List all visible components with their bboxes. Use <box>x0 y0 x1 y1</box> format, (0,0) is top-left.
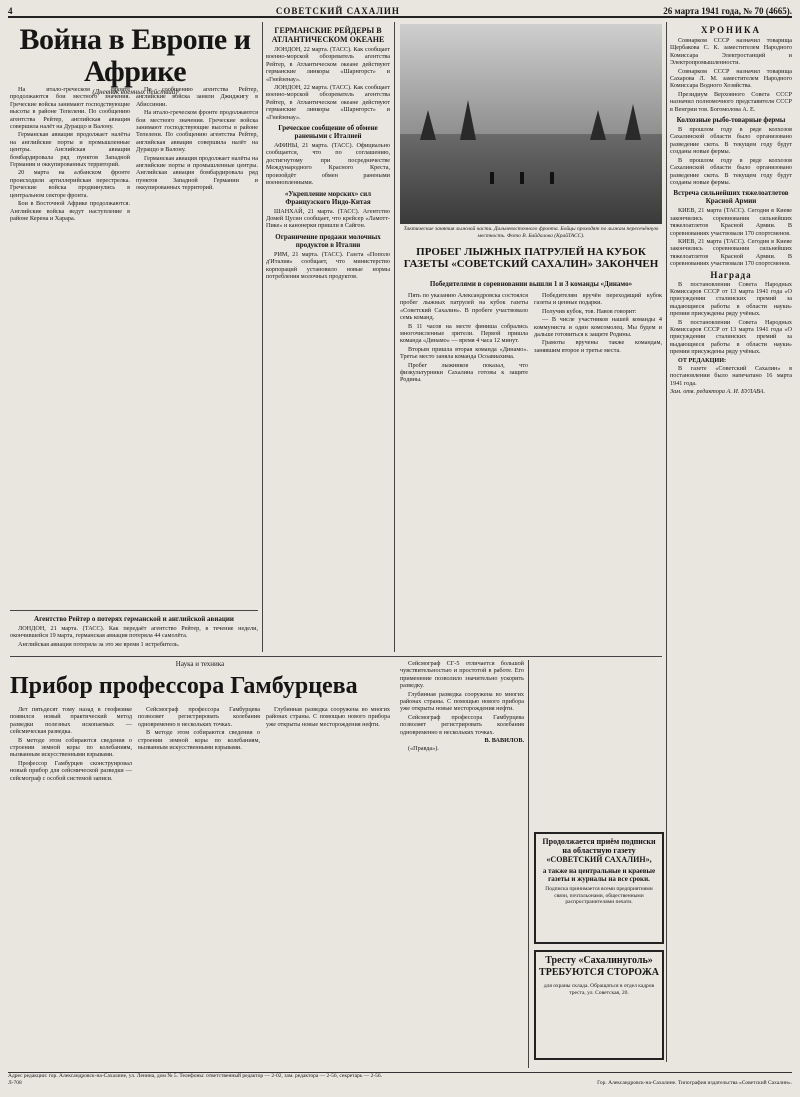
ski-text: Получив кубок, тов. Навов говорит: <box>542 307 637 315</box>
subscription-title: Продолжается приём подписки на областную газету «СОВЕТСКИЙ САХАЛИН», <box>542 837 656 864</box>
footer <box>8 1072 792 1087</box>
raiders-heading: ГЕРМАНСКИЕ РЕЙДЕРЫ В АТЛАНТИЧЕСКОМ ОКЕАНЕ <box>271 26 385 44</box>
war-paragraph: На итало-греческом фронте продолжаются бои местного значения. Греческие войска занимают господствующие высоты в районе Тепелени. По сообщению агентства Рейтер, английская авиация совершила налёт на Дураццо и Валону. <box>136 109 258 154</box>
ski-col-2 <box>534 292 662 652</box>
column-rule <box>528 660 529 1068</box>
science-source: («Правда»). <box>408 745 439 753</box>
ski-heading-block <box>400 246 662 278</box>
reuters-text: ЛОНДОН, 21 марта. (ТАСС). Как передаёт агентство Рейтер, в течение недели, окончившейся 19 марта, германская авиация потеряла 44 самолёта. <box>10 625 258 640</box>
ski-col-1 <box>400 292 528 652</box>
war-subtitle: (Дневник военных действий) <box>92 88 178 96</box>
fish-farms-heading: Колхозные рыбо-товарные фермы <box>676 116 786 125</box>
award-text: В постановлении Совета Народных Комиссаров СССР от 13 марта 1941 года «О присуждении сталинских премий за выдающиеся работы в области науки» премии присуждены ряду учёных. <box>670 280 792 318</box>
war-col-1 <box>10 86 130 606</box>
award-heading: Награда <box>710 269 752 280</box>
weightlifters-text: КИЕВ, 21 марта (ТАСС). Сегодня в Киеве закончились соревнования сильнейших тяжелоатлетов Красной Армии. В соревнованиях участвовали 170 спортсменов. <box>670 237 792 268</box>
subscription-text: Подписка принимается всеми предприятиями связи, почтальонами, общественными распространителями печати. <box>545 886 653 905</box>
column-rule <box>394 22 395 652</box>
war-title: Война в Европе и Африке <box>19 24 251 88</box>
science-author: В. ВАВИЛОВ. <box>484 737 524 745</box>
ski-text: Вторым пришла вторая команда «Динамо». Третье место заняла команда Осоавиахима. <box>400 345 528 361</box>
italy-dairy-heading: Ограничение продажи молочных продуктов в Италии <box>275 232 381 249</box>
science-section-label <box>10 660 390 670</box>
photo-caption <box>400 226 662 239</box>
raiders-text: ЛОНДОН, 22 марта. (ТАСС). Как сообщает военно-морской обозреватель агентства Рейтер, в Атлантическом океане действуют германские линкоры «Шарнгорст» и «Гнейзенау». <box>266 46 390 83</box>
ski-title: ПРОБЕГ ЛЫЖНЫХ ПАТРУЛЕЙ НА КУБОК ГАЗЕТЫ «СОВЕТСКИЙ САХАЛИН» ЗАКОНЧЕН <box>403 246 659 270</box>
war-paragraph: На итало-греческом фронте продолжаются бои местного значения. Греческие войска занимают господствующие высоты в районе Тепелени. По сообщению агентства Рейтер, английская авиация совершила налёт на Дураццо и Валону. <box>10 86 130 131</box>
ski-text: Грамоты вручены также командам, занявшим второе и третье места. <box>534 339 662 354</box>
divider <box>10 610 258 611</box>
science-text: Глубинная разведка сооружена во многих районах страны. С помощью нового прибора уже открыты новые месторождения нефти. <box>400 690 524 713</box>
column-rule <box>666 22 667 1062</box>
greek-exchange-heading: Греческое сообщение об обмене ранеными с Италией <box>278 124 378 141</box>
award-text: В постановлении Совета Народных Комиссаров СССР от 13 марта 1941 года «О присуждении сталинских премий за выдающиеся работы в области науки» премии присуждены ряду учёных. <box>670 318 792 356</box>
indochina-text: ШАНХАЙ, 21 марта. (ТАСС). Агентство Домей Цусин сообщает, что крейсер «Ламотт-Пике» и канонерки пришли в Сайгон. <box>266 207 390 230</box>
weightlifters-text: КИЕВ, 21 марта (ТАСС). Сегодня в Киеве закончились соревнования сильнейших тяжелоатлетов Красной Армии. В соревнованиях участвовали 170 спортсменов. <box>670 207 792 237</box>
science-text: Глубинная разведка сооружена во многих районах страны. С помощью нового прибора уже открыты новые месторождения нефти. <box>266 706 390 728</box>
trust-ad <box>534 950 664 1060</box>
issue-date: 26 марта 1941 года, № 70 (4665). <box>663 6 792 16</box>
reuters-text: Английская авиация потеряла за это же время 1 истребитель. <box>18 640 180 648</box>
science-col-1 <box>10 706 132 1068</box>
science-text: Профессор Гамбурцев сконструировал новый прибор для сейсмической разведки — сейсмограф с особой системой записи. <box>10 759 132 782</box>
ski-text: Пробег лыжников показал, что физкультурники Сахалина готовы к защите Родины. <box>400 361 528 384</box>
ski-text: В 11 часов на месте финиша собрались многочисленные зрители. Первой пришла команда «Динамо» — время 4 часа 12 минут. <box>400 322 528 345</box>
science-text: Сейсмограф СГ-5 отличается большой чувствительностью и простотой в работе. Его применение позволило значительно ускорить разведку. <box>400 660 524 690</box>
science-title-block <box>10 672 390 704</box>
science-text: Лет пятьдесят тому назад в геофизике появился новый практический метод разведки полезных ископаемых — сейсмическая разведка. <box>10 706 132 736</box>
editorial-note-label: ОТ РЕДАКЦИИ: <box>678 356 727 364</box>
column-rule <box>262 22 263 652</box>
photo-caption-text: Тактические занятия лыжной части. Дальневосточного фронта. Бойцы проходят по лыжам пересечённую местность. <box>403 226 659 239</box>
raiders-column <box>266 24 390 654</box>
trust-heading: Тресту «Сахалинуголь» ТРЕБУЮТСЯ СТОРОЖА <box>539 955 659 978</box>
war-paragraph: Бои в Восточной Африке продолжаются. Английские войска ведут наступление в районе Керена и Харара. <box>10 200 130 222</box>
war-paragraph: 20 марта на албанском фронте происходили артиллерийская перестрелка. Греческие войска продвинулись в центральном секторе фронта. <box>10 169 130 199</box>
war-col-2 <box>136 86 258 606</box>
printer-line: Гор. Александровск-на-Сахалине. Типография издательства «Советский Сахалин». <box>597 1080 792 1086</box>
ski-text: Победителям вручён переходящий кубок газеты и ценные подарки. <box>534 292 662 307</box>
subscription-ad <box>534 832 664 944</box>
photo-credit: Фото В. Байдалова (КрайТАСС). <box>506 232 585 239</box>
fish-farms-text: В прошлом году в ряде колхозов Сахалинской области было организовано разведение скота. В текущем году будут созданы новые фермы. <box>670 126 792 156</box>
divider <box>10 656 662 657</box>
science-col-2 <box>138 706 260 1068</box>
masthead <box>8 4 792 18</box>
ski-text: Пять по указанию Александровска состоялся пробег лыжных патрулей на кубок газеты «Советский Сахалин». В пробеге участвовало семь команд. <box>400 292 528 322</box>
war-paragraph: По сообщению агентства Рейтер, английские войска заняли Джиджигу в Абиссинии. <box>136 86 258 108</box>
ski-text: — В числе участников нашей команды 4 коммуниста и один комсомолец. Мы будем и дальше готовиться к защите Родины. <box>534 316 662 339</box>
censor-code: Л-708 <box>8 1080 22 1086</box>
science-section: Наука и техника <box>175 660 225 668</box>
science-text: В методе этом собираются сведения о строении земной коры по колебаниям, вызванным искусственными взрывами. <box>10 736 132 759</box>
italy-dairy-text: РИМ, 21 марта. (ТАСС). Газета «Пополо д'Италия» сообщает, что министерство корпораций установило новые нормы потребления молочных продуктов. <box>266 250 390 280</box>
deputy-editor: Зам. отв. редактора А. И. БУЛАВА. <box>670 388 765 396</box>
reuters-heading: Агентство Рейтер о потерях германской и английской авиации <box>34 615 234 623</box>
science-col-4 <box>400 660 524 1068</box>
editorial-note-text: В газете «Советский Сахалин» в постановлении было напечатано 16 марта 1941 года. <box>670 365 792 387</box>
science-col-3 <box>266 706 390 1068</box>
chronicle-text: Совнарком СССР назначил товарища Сахарова Л. М. заместителем Народного Комиссара Водного Хозяйства. <box>670 67 792 90</box>
indochina-heading: «Укрепление морских» сил Французского Индо-Китая <box>284 189 372 206</box>
chronicle-text: Президиум Верховного Совета СССР назначил полномочного представителя СССР в Венгрии тов. Богомолова А. Е. <box>670 90 792 113</box>
chronicle-title: ХРОНИКА <box>701 25 761 35</box>
ski-photo <box>400 24 662 224</box>
science-text: В методе этом собираются сведения о строении земной коры по колебаниям, вызванным искусственными взрывами. <box>138 729 260 752</box>
raiders-text: ЛОНДОН, 22 марта. (ТАСС). Как сообщает военно-морской обозреватель агентства Рейтер, в Атлантическом океане действуют германские линкоры «Шарнгорст» и «Гнейзенау». <box>266 84 390 121</box>
chronicle-column <box>670 24 792 1064</box>
editorial-address: Адрес редакции: гор. Александровск-на-Сахалине, ул. Ленина, дом № 5. Телефоны: ответственный редактор — 2-02, зам. редактора — 2-56, секретарь — 2-56. <box>8 1073 383 1079</box>
fish-farms-text: В прошлом году в ряде колхозов Сахалинской области было организовано разведение скота. В текущем году будут созданы новые фермы. <box>670 156 792 186</box>
war-paragraph: Германская авиация продолжает налёты на английские порты и промышленные центры. Английская авиация бомбардировала ряд пунктов Западной Германии и оккупированных территорий. <box>136 154 258 192</box>
trust-text: для охраны склада. Обращаться в отдел кадров треста, ул. Советская, 20. <box>543 983 655 996</box>
science-text: Сейсмограф профессора Гамбурцева позволяет регистрировать колебания одновременно в нескольких точках. <box>400 713 524 736</box>
greek-exchange-text: АФИНЫ, 21 марта. (ТАСС). Официально сообщается, что по соглашению, достигнутому при посредничестве Международного Красного Креста, произойдёт обмен ранеными военнопленными. <box>266 142 390 187</box>
science-text: Сейсмограф профессора Гамбурцева позволяет регистрировать колебания одновременно в нескольких точках. <box>138 706 260 728</box>
newspaper-title: СОВЕТСКИЙ САХАЛИН <box>275 6 400 16</box>
ski-subtitle: Победителями в соревновании вышли 1 и 3 команды «Динамо» <box>429 280 633 288</box>
war-paragraph: Германская авиация продолжает налёты на английские порты и промышленные центры. Английская авиация бомбардировала ряд пунктов Западной Германии и оккупированных территорий. <box>10 131 130 169</box>
science-title: Прибор профессора Гамбурцева <box>10 673 358 699</box>
ski-subheading-block <box>400 280 662 290</box>
page-number: 4 <box>8 6 13 16</box>
chronicle-text: Совнарком СССР назначил товарища Щербакова С. К. заместителем Народного Комиссара Электростанций и Электропромышленности. <box>670 37 792 67</box>
reuters-block <box>10 612 258 654</box>
subscription-line: а также на центральные и краевые газеты и журналы на все сроки. <box>542 867 656 883</box>
weightlifters-heading: Встреча сильнейших тяжелоатлетов Красной Армии <box>673 189 789 206</box>
